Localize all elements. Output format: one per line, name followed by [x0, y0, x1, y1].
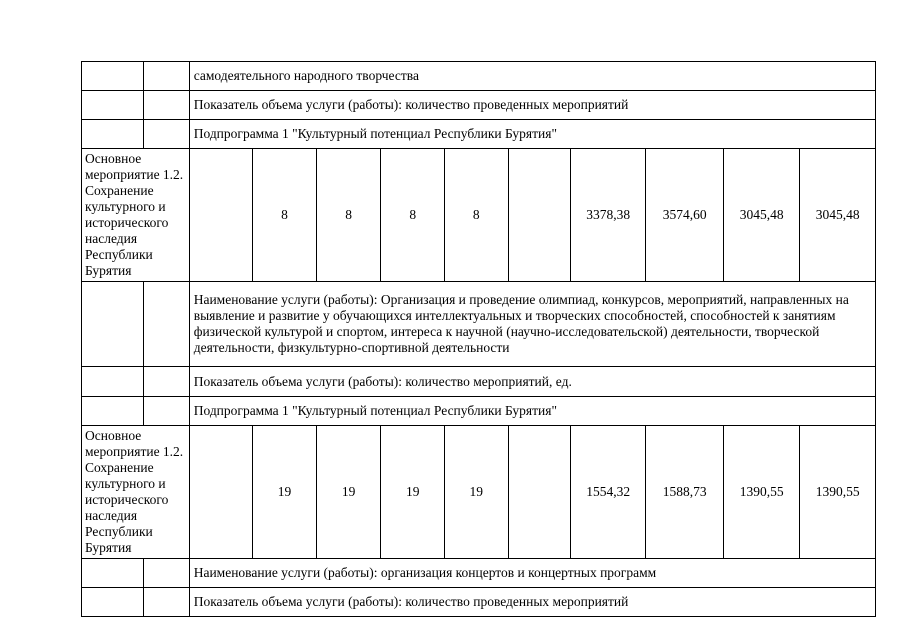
value-cell: 1390,55	[723, 426, 799, 559]
value-cell: 8	[316, 149, 381, 282]
value-cell: 8	[253, 149, 317, 282]
row-text: Показатель объема услуги (работы): количество мероприятий, ед.	[189, 367, 875, 397]
service-name: Наименование услуги (работы): организация концертов и концертных программ	[189, 559, 875, 588]
table-row	[82, 559, 876, 588]
activity-label: Основное мероприятие 1.2. Сохранение культурного и исторического наследия Республики Бурятия	[82, 149, 190, 282]
table-row	[82, 149, 876, 282]
empty-cell	[144, 588, 189, 617]
subprogram-title: Подпрограмма 1 "Культурный потенциал Республики Бурятия"	[189, 120, 875, 149]
table-row	[82, 588, 876, 617]
empty-cell	[82, 120, 144, 149]
empty-cell	[144, 62, 189, 91]
row-text: самодеятельного народного творчества	[189, 62, 875, 91]
empty-cell	[144, 120, 189, 149]
value-cell: 1390,55	[800, 426, 876, 559]
row-text: Показатель объема услуги (работы): количество проведенных мероприятий	[189, 588, 875, 617]
services-table	[81, 61, 876, 617]
empty-cell	[144, 91, 189, 120]
value-cell: 19	[381, 426, 445, 559]
table-row	[82, 62, 876, 91]
value-cell	[508, 426, 570, 559]
value-cell: 3378,38	[570, 149, 645, 282]
empty-cell	[144, 282, 189, 367]
table-row	[82, 120, 876, 149]
value-cell: 1554,32	[570, 426, 645, 559]
table-row	[82, 91, 876, 120]
table-row	[82, 282, 876, 367]
value-cell: 19	[316, 426, 381, 559]
service-name: Наименование услуги (работы): Организация и проведение олимпиад, конкурсов, мероприятий, направленных на выявление и развитие у обучающихся интеллектуальных и творческих способностей, способностей к занятиям физической культурой и спортом, интереса к научной (научно-исследовательской) деятельности, творческой деятельности, физкультурно-спортивной деятельности	[189, 282, 875, 367]
empty-cell	[82, 91, 144, 120]
activity-label: Основное мероприятие 1.2. Сохранение культурного и исторического наследия Республики Бурятия	[82, 426, 190, 559]
subprogram-title: Подпрограмма 1 "Культурный потенциал Республики Бурятия"	[189, 397, 875, 426]
value-cell: 19	[444, 426, 508, 559]
value-cell: 8	[381, 149, 445, 282]
empty-cell	[82, 62, 144, 91]
empty-cell	[82, 397, 144, 426]
empty-cell	[144, 559, 189, 588]
empty-cell	[82, 588, 144, 617]
table-row	[82, 397, 876, 426]
empty-cell	[82, 559, 144, 588]
value-cell: 3045,48	[800, 149, 876, 282]
value-cell: 3045,48	[723, 149, 799, 282]
empty-cell	[189, 426, 253, 559]
empty-cell	[189, 149, 253, 282]
value-cell: 19	[253, 426, 317, 559]
row-text: Показатель объема услуги (работы): количество проведенных мероприятий	[189, 91, 875, 120]
table-row	[82, 426, 876, 559]
table-row	[82, 367, 876, 397]
empty-cell	[82, 282, 144, 367]
value-cell: 3574,60	[646, 149, 724, 282]
value-cell: 8	[444, 149, 508, 282]
value-cell: 1588,73	[646, 426, 724, 559]
empty-cell	[144, 367, 189, 397]
empty-cell	[144, 397, 189, 426]
value-cell	[508, 149, 570, 282]
empty-cell	[82, 367, 144, 397]
